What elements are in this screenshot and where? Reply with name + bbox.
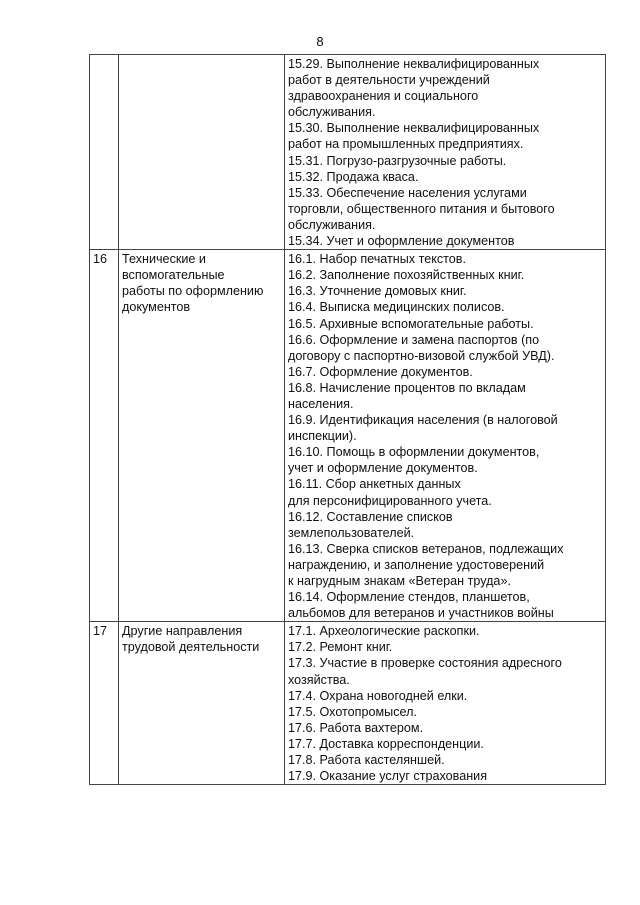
activity-item: 16.6. Оформление и замена паспортов (по договору с паспортно-визовой службой УВД). bbox=[288, 332, 555, 363]
activity-item: 15.30. Выполнение неквалифицированных работ на промышленных предприятиях. bbox=[288, 121, 540, 152]
table-row bbox=[90, 55, 606, 250]
activity-item: 17.7. Доставка корреспонденции. bbox=[288, 736, 484, 751]
activity-item: 17.1. Археологические раскопки. bbox=[288, 624, 480, 639]
activity-item: 16.12. Составление списков землепользователей. bbox=[288, 509, 453, 540]
activity-item: 17.6. Работа вахтером. bbox=[288, 720, 424, 735]
table-body bbox=[90, 55, 606, 785]
direction-cell bbox=[119, 250, 285, 622]
activity-item: 15.34. Учет и оформление документов bbox=[288, 234, 515, 249]
row-number bbox=[90, 55, 119, 250]
table-row bbox=[90, 622, 606, 785]
page-number: 8 bbox=[316, 34, 324, 49]
activity-item: 17.2. Ремонт книг. bbox=[288, 640, 393, 655]
activity-item: 15.31. Погрузо-разгрузочные работы. bbox=[288, 153, 507, 168]
activities-table bbox=[89, 54, 606, 785]
activity-item: 17.3. Участие в проверке состояния адресного хозяйства. bbox=[288, 656, 562, 687]
activity-item: 17.5. Охотопромысел. bbox=[288, 704, 417, 719]
direction-text: Другие направления трудовой деятельности bbox=[122, 624, 260, 655]
direction-text: Технические и вспомогательные работы по оформлению документов bbox=[122, 252, 264, 315]
activity-item: 16.2. Заполнение похозяйственных книг. bbox=[288, 268, 525, 283]
activity-item: 15.29. Выполнение неквалифицированных работ в деятельности учреждений здравоохранения и социального обслуживания. bbox=[288, 57, 540, 120]
activity-item: 15.33. Обеспечение населения услугами торговли, общественного питания и бытового обслуживания. bbox=[288, 185, 555, 232]
activity-item: 16.5. Архивные вспомогательные работы. bbox=[288, 316, 534, 331]
row-number: 17 bbox=[90, 622, 119, 785]
activity-item: 17.8. Работа кастеляншей. bbox=[288, 753, 445, 768]
activity-item: 16.4. Выписка медицинских полисов. bbox=[288, 300, 505, 315]
activity-item: 16.10. Помощь в оформлении документов, учет и оформление документов. bbox=[288, 445, 540, 476]
row-number: 16 bbox=[90, 250, 119, 622]
activities-cell bbox=[285, 622, 606, 785]
activity-item: 16.9. Идентификация населения (в налоговой инспекции). bbox=[288, 413, 558, 444]
activities-cell bbox=[285, 250, 606, 622]
table-row bbox=[90, 250, 606, 622]
direction-cell bbox=[119, 622, 285, 785]
activity-item: 16.1. Набор печатных текстов. bbox=[288, 252, 466, 267]
activity-item: 16.8. Начисление процентов по вкладам населения. bbox=[288, 380, 526, 411]
activity-item: 17.4. Охрана новогодней елки. bbox=[288, 688, 468, 703]
activity-item: 16.14. Оформление стендов, планшетов, альбомов для ветеранов и участников войны bbox=[288, 590, 554, 621]
activity-item: 16.11. Сбор анкетных данных для персонифицированного учета. bbox=[288, 477, 492, 508]
activity-item: 15.32. Продажа кваса. bbox=[288, 169, 419, 184]
activity-item: 16.13. Сверка списков ветеранов, подлежащих награждению, и заполнение удостоверений к нагрудным знакам «Ветеран труда». bbox=[288, 541, 564, 588]
activities-cell bbox=[285, 55, 606, 250]
activity-item: 17.9. Оказание услуг страхования bbox=[288, 769, 488, 784]
activity-item: 16.3. Уточнение домовых книг. bbox=[288, 284, 467, 299]
direction-cell bbox=[119, 55, 285, 250]
activity-item: 16.7. Оформление документов. bbox=[288, 364, 473, 379]
